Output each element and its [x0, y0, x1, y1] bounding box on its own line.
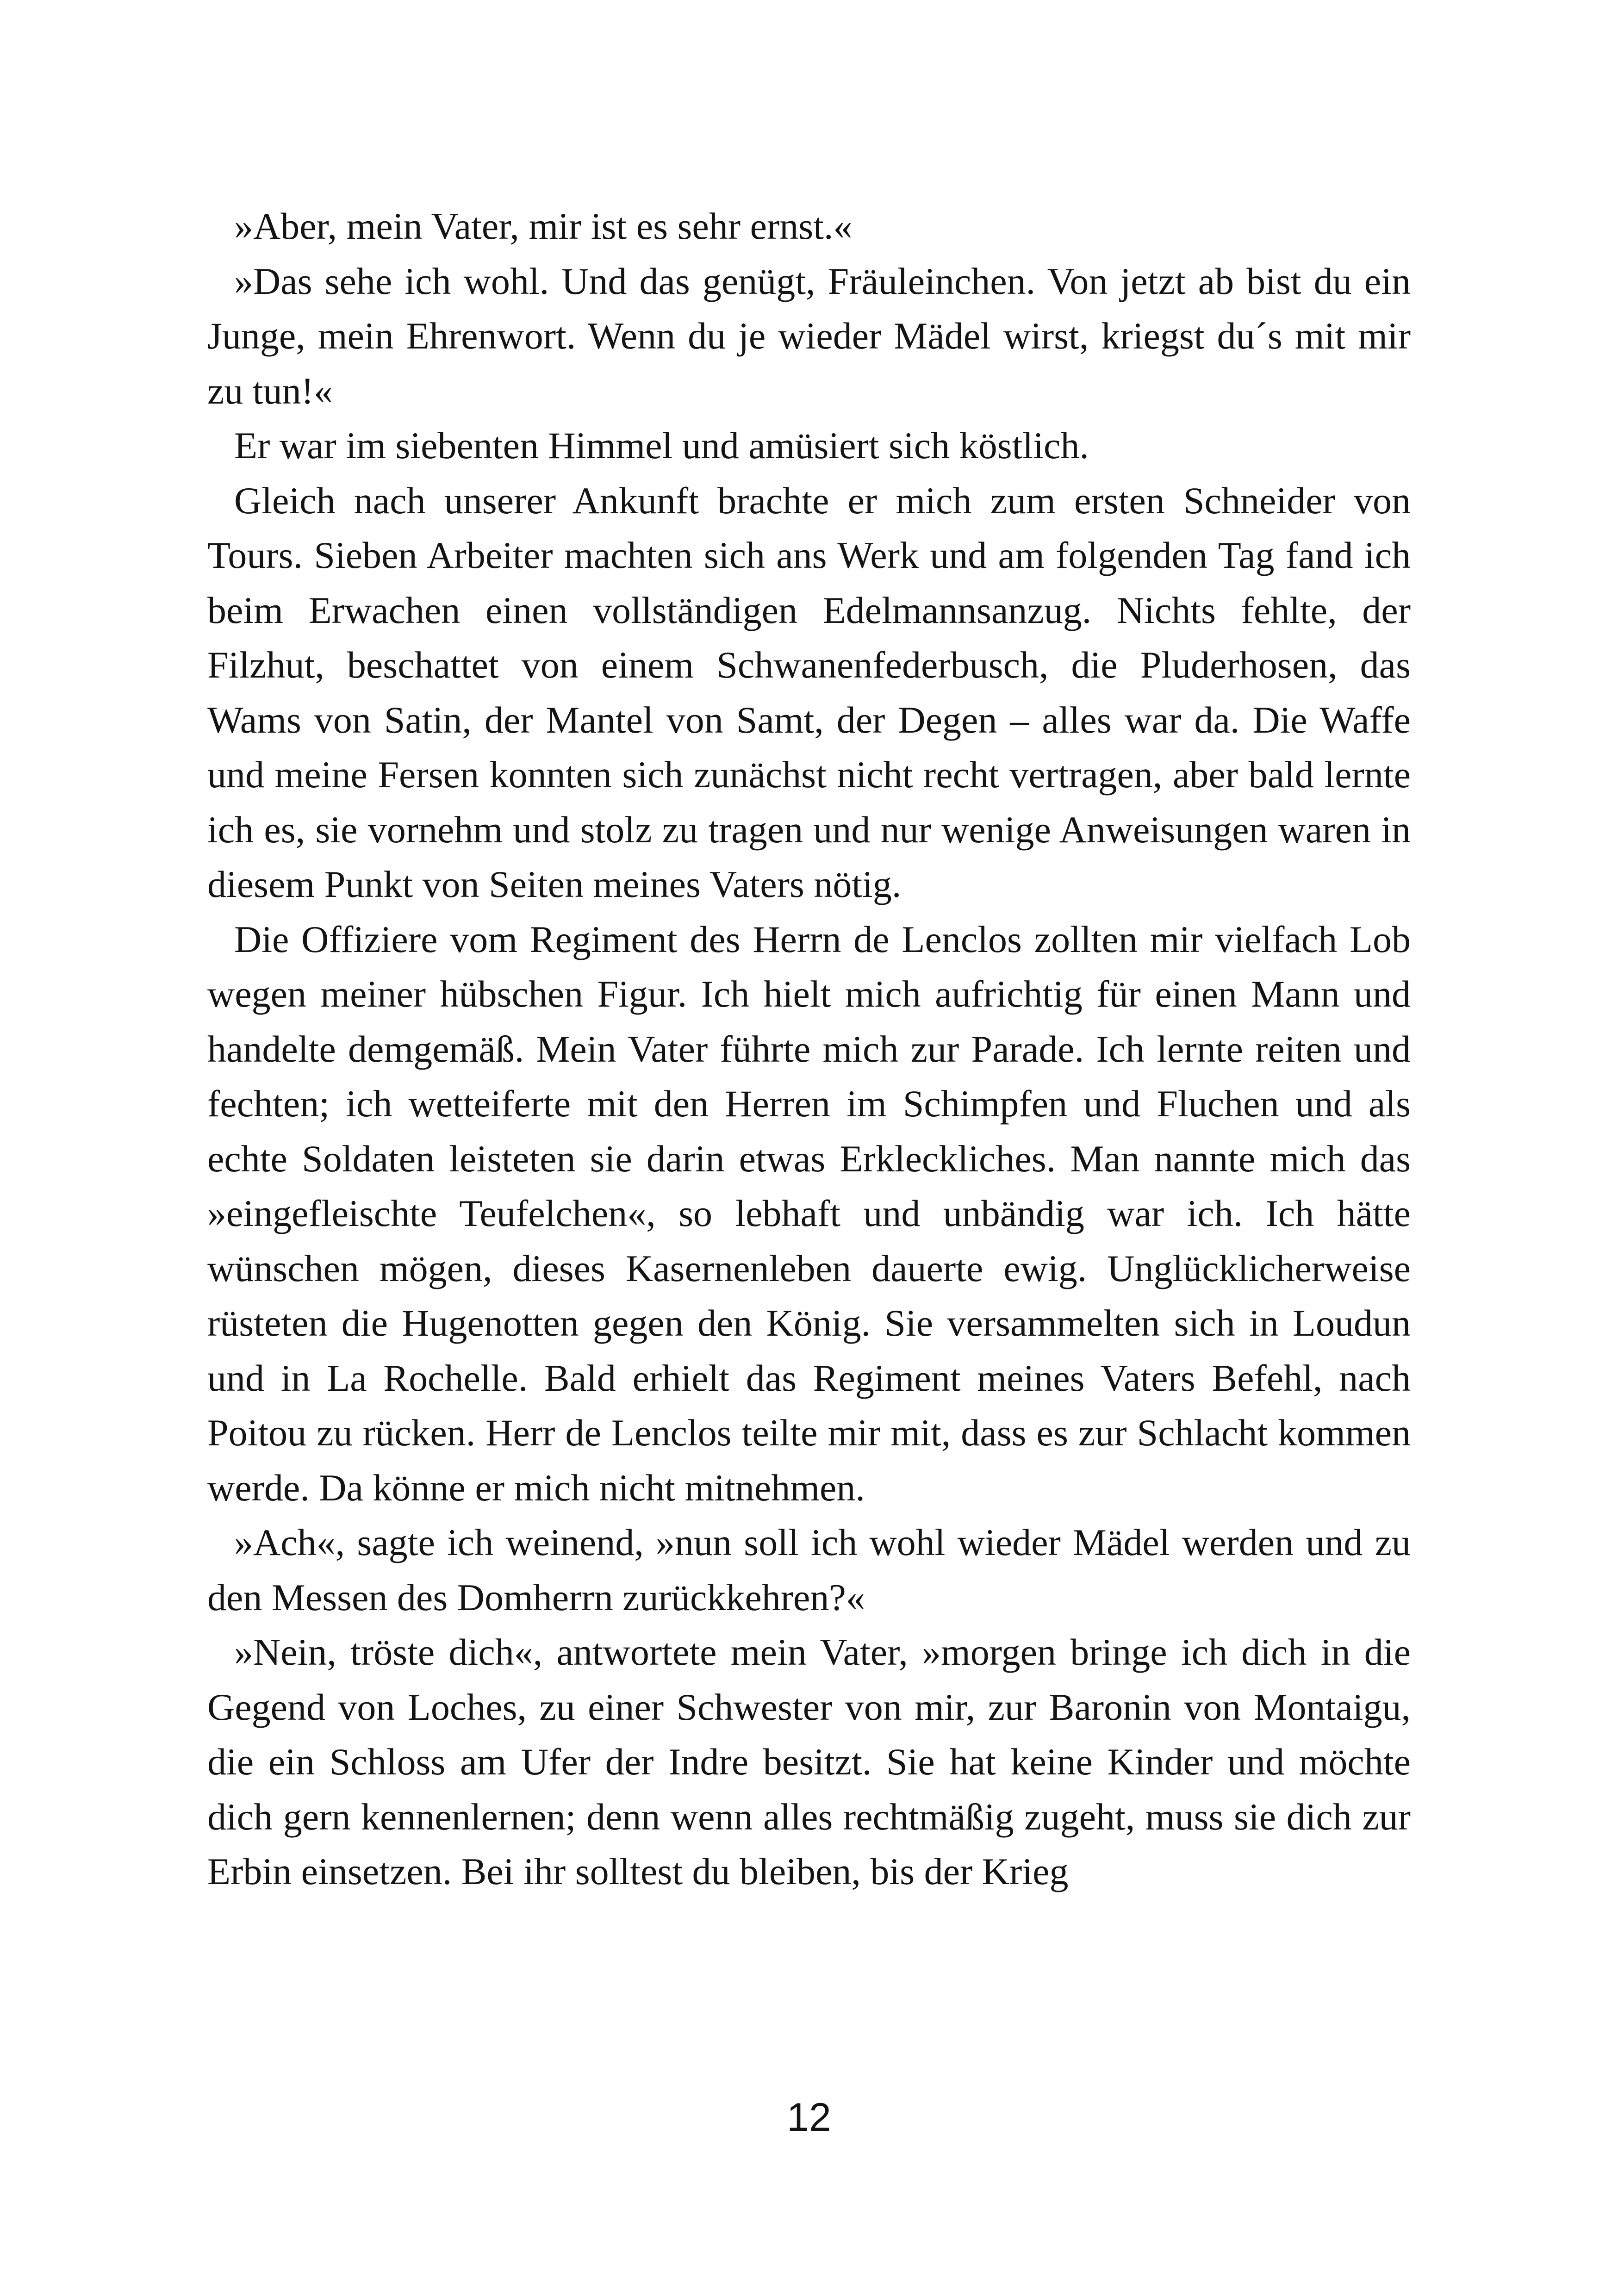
- paragraph-5: Die Offiziere vom Regiment des Herrn de Lenclos zollten mir vielfach Lob wegen meiner hübschen Figur. Ich hielt mich aufrichtig für einen Mann und handelte demgemäß. Mein Vater führte mich zur Parade. Ich lernte reiten und fechten; ich wetteiferte mit den Herren im Schimpfen und Fluchen und als echte Soldaten leisteten sie darin etwas Erkleckliches. Man nannte mich das »eingefleischte Teufelchen«, so lebhaft und unbändig war ich. Ich hätte wünschen mögen, dieses Kasernenleben dauerte ewig. Unglücklicherweise rüsteten die Hugenotten gegen den König. Sie versammelten sich in Loudun und in La Rochelle. Bald erhielt das Regiment meines Vaters Befehl, nach Poitou zu rücken. Herr de Lenclos teilte mir mit, dass es zur Schlacht kommen werde. Da könne er mich nicht mitnehmen.: [207, 918, 1411, 1509]
- paragraph-2: »Das sehe ich wohl. Und das genügt, Fräuleinchen. Von jetzt ab bist du ein Junge, mein Ehrenwort. Wenn du je wieder Mädel wirst, kriegst du´s mit mir zu tun!«: [207, 260, 1411, 412]
- page-body: [207, 199, 1411, 1899]
- paragraph-4: Gleich nach unserer Ankunft brachte er mich zum ersten Schneider von Tours. Sieben Arbeiter machten sich ans Werk und am folgenden Tag fand ich beim Erwachen einen vollständigen Edelmannsanzug. Nichts fehlte, der Filzhut, beschattet von einem Schwanenfederbusch, die Pluderhosen, das Wams von Satin, der Mantel von Samt, der Degen – alles war da. Die Waffe und meine Fersen konnten sich zunächst nicht recht vertragen, aber bald lernte ich es, sie vornehm und stolz zu tragen und nur wenige Anweisungen waren in diesem Punkt von Seiten meines Vaters nötig.: [207, 479, 1411, 905]
- paragraph-7: »Nein, tröste dich«, antwortete mein Vater, »morgen bringe ich dich in die Gegend von Loches, zu einer Schwester von mir, zur Baronin von Montaigu, die ein Schloss am Ufer der Indre besitzt. Sie hat keine Kinder und möchte dich gern kennenlernen; denn wenn alles rechtmäßig zugeht, muss sie dich zur Erbin einsetzen. Bei ihr solltest du bleiben, bis der Krieg: [207, 1631, 1411, 1892]
- paragraph-1: »Aber, mein Vater, mir ist es sehr ernst.«: [234, 205, 853, 247]
- paragraph-6: »Ach«, sagte ich weinend, »nun soll ich wohl wieder Mädel werden und zu den Messen des Domherrn zurückkehren?«: [207, 1521, 1411, 1618]
- paragraph-3: Er war im siebenten Himmel und amüsiert sich köstlich.: [234, 424, 1089, 467]
- page-number: 12: [787, 2095, 831, 2140]
